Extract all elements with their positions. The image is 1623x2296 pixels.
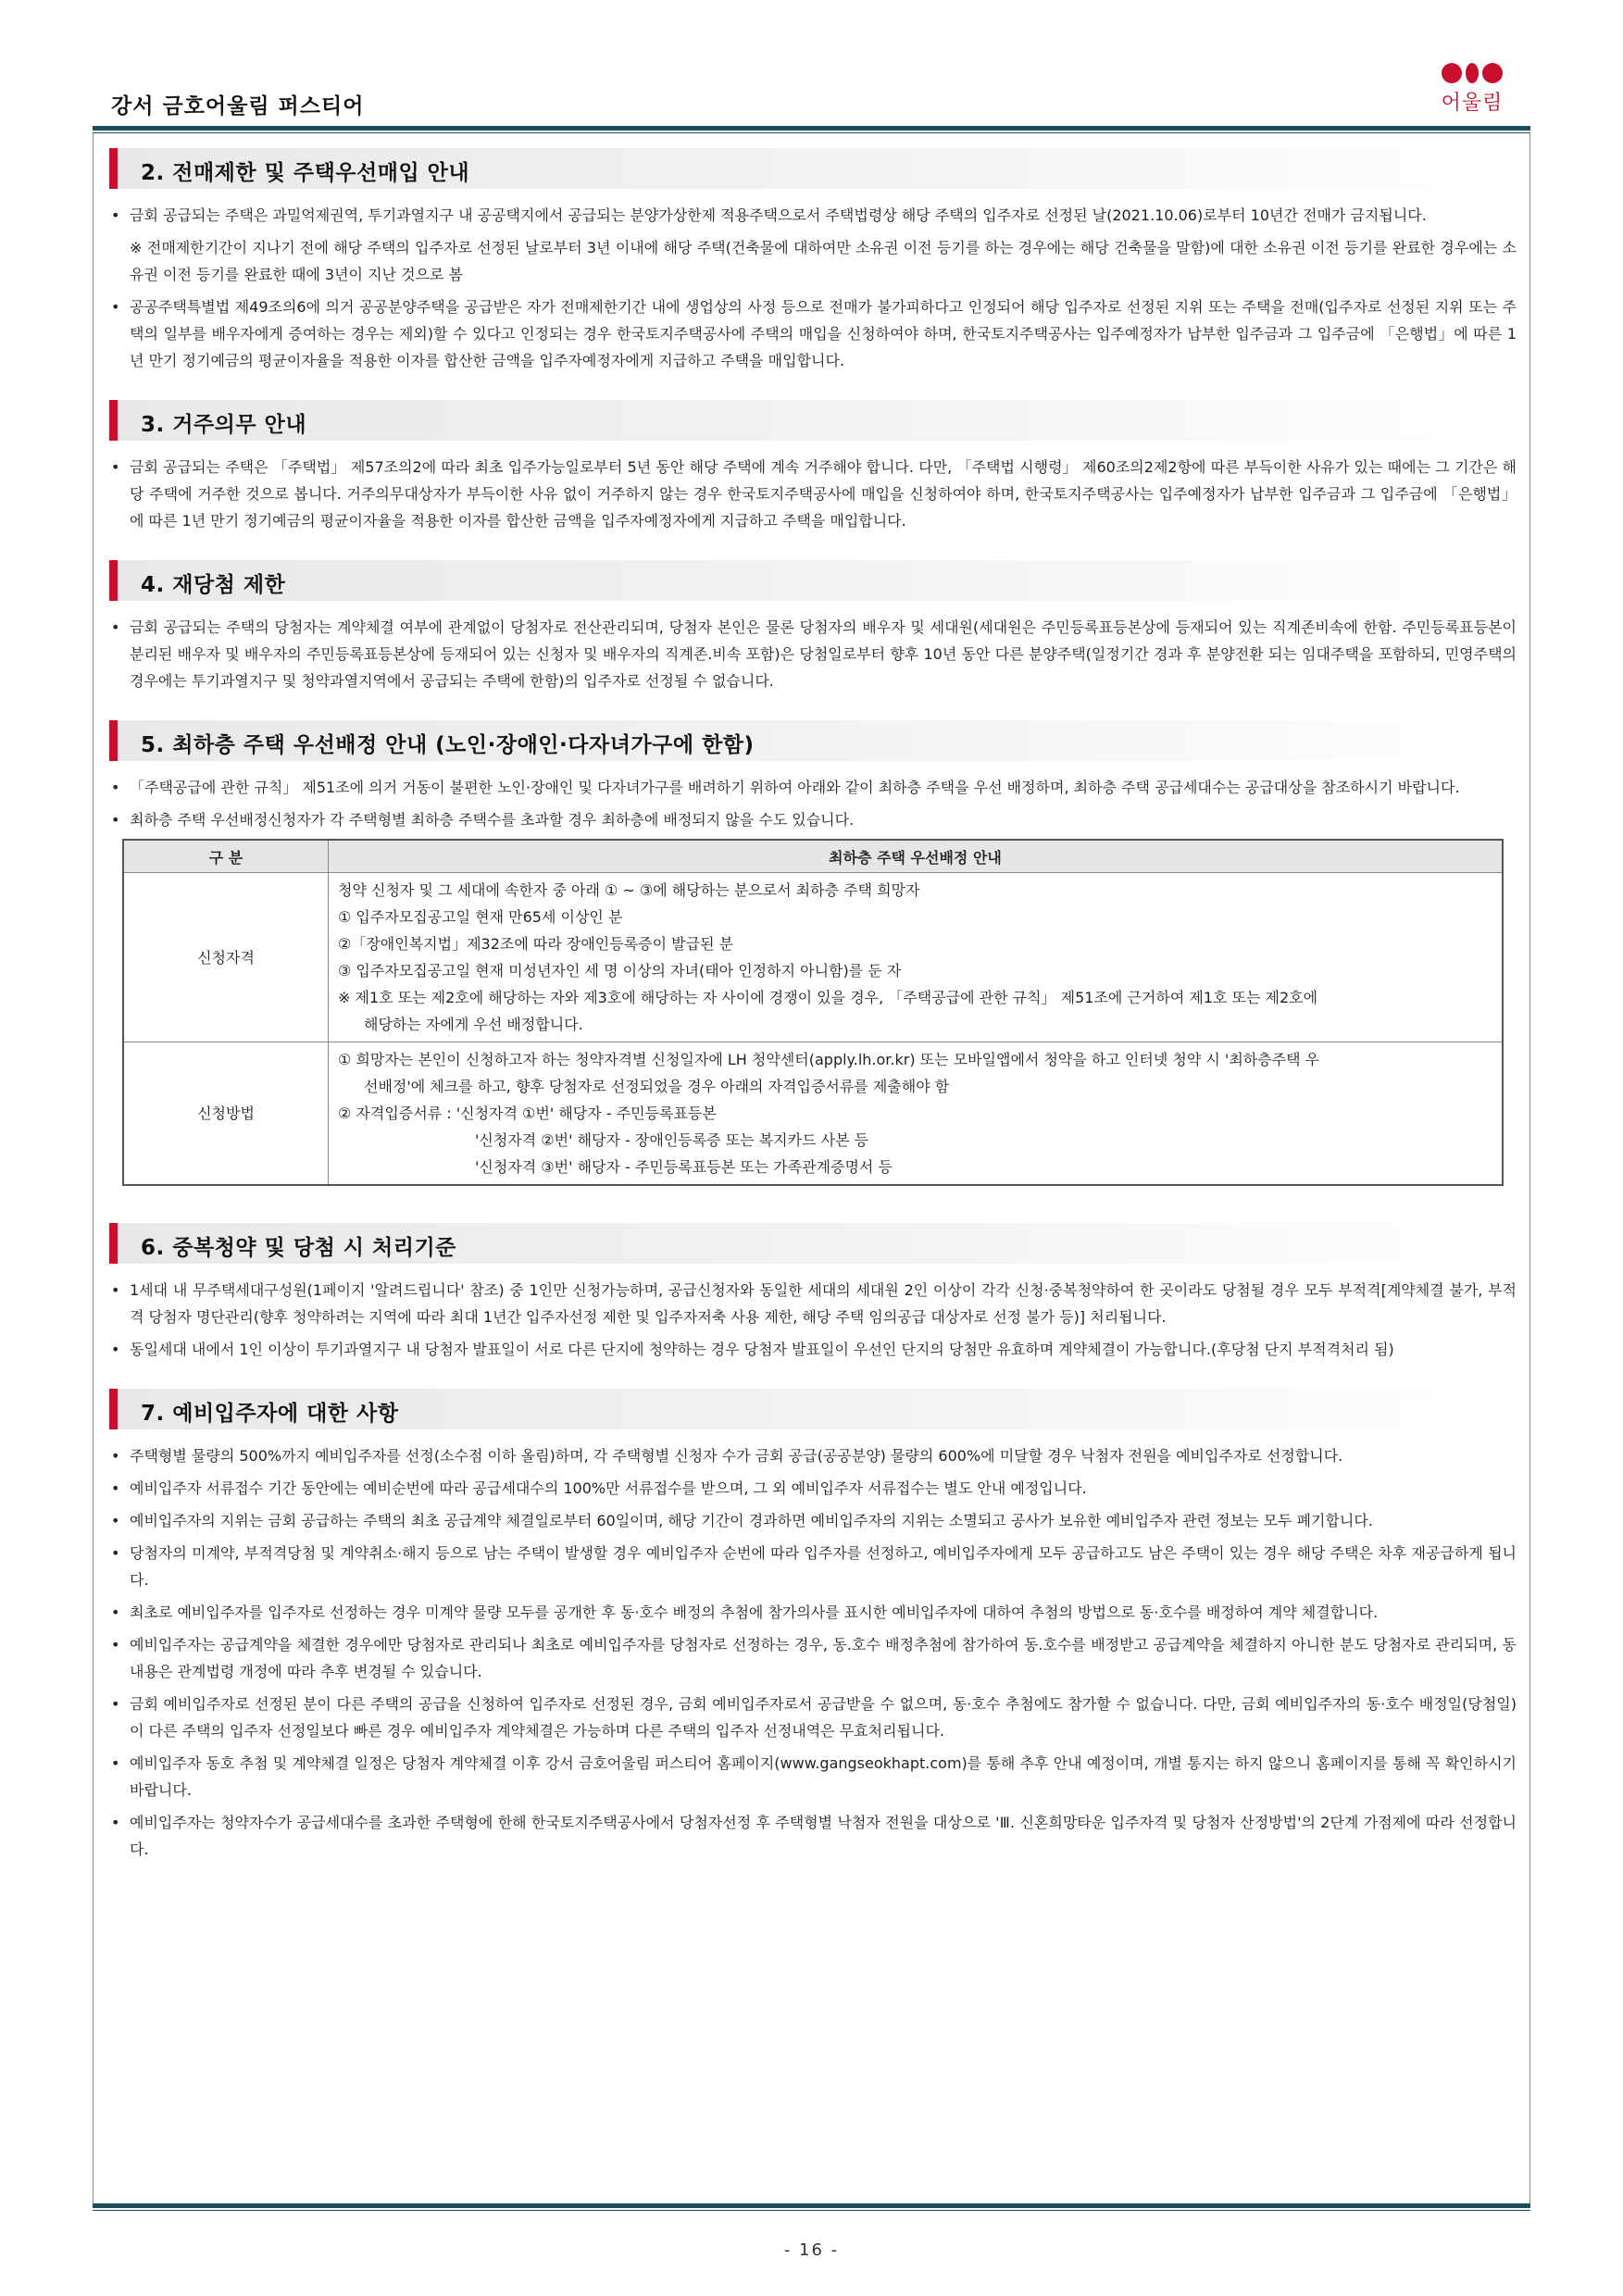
paragraph: • 당첨자의 미계약, 부적격당첨 및 계약취소·해지 등으로 남는 주택이 발생할 경우 예비입주자 순번에 따라 입주자를 선정하고, 예비입주자에게 모두 공급하고도 남은 주택이 있는 경우 해당 주택은 차후 재공급하게 됩니다.	[109, 1540, 1517, 1593]
table-header-cell: 구 분	[123, 840, 329, 873]
table-line: ②「장애인복지법」제32조에 따라 장애인등록증이 발급된 분	[338, 935, 734, 953]
paragraph: • 최초로 예비입주자를 입주자로 선정하는 경우 미계약 물량 모두를 공개한 후 동·호수 배정의 추첨에 참가의사를 표시한 예비입주자에 대하여 추첨의 방법으로 동·호수를 배정하여 계약 체결합니다.	[109, 1599, 1517, 1626]
section-heading-7	[109, 1389, 1517, 1429]
note: ※ 전매제한기간이 지나기 전에 해당 주택의 입주자로 선정된 날로부터 3년 이내에 해당 주택(건축물에 대하여만 소유권 이전 등기를 하는 경우에는 해당 건축물을 말함)에 대한 소유권 이전 등기를 완료한 경우에는 소유권 이전 등기를 완료한 때에 3년이 지난 것으로 봄	[130, 239, 1517, 283]
table-line: ※ 제1호 또는 제2호에 해당하는 자와 제3호에 해당하는 자 사이에 경쟁이 있을 경우, 「주택공급에 관한 규칙」 제51조에 근거하여 제1호 또는 제2호에	[338, 989, 1318, 1006]
table-header-row	[123, 840, 1503, 873]
table-line: ① 입주자모집공고일 현재 만65세 이상인 분	[338, 908, 623, 926]
logo-dots-icon	[1426, 63, 1518, 83]
priority-allocation-table	[122, 839, 1504, 1186]
table-line: ① 희망자는 본인이 신청하고자 하는 청약자격별 신청일자에 LH 청약센터(apply.lh.or.kr) 또는 모바일앱에서 청약을 하고 인터넷 청약 시 '최하층주택 우	[338, 1051, 1320, 1068]
paragraph: • 금회 공급되는 주택의 당첨자는 계약체결 여부에 관계없이 당첨자로 전산관리되며, 당첨자 본인은 물론 당첨자의 배우자 및 세대원(세대원은 주민등록표등본상에 등재되어 있는 직계존비속에 한함. 주민등록표등본이 분리된 배우자 및 배우자의 주민등록표등본상에 등재되어 있는 신청자 및 배우자의 직계존.비속 포함)은 당첨일로부터 향후 10년 동안 다른 분양주택(일정기간 경과 후 분양전환 되는 임대주택을 포함하되, 민영주택의 경우에는 투기과열지구 및 청약과열지역에서 공급되는 주택에 한함)의 입주자로 선정될 수 없습니다.	[109, 614, 1517, 694]
paragraph: • 최하층 주택 우선배정신청자가 각 주택형별 최하층 주택수를 초과할 경우 최하층에 배정되지 않을 수도 있습니다.	[109, 806, 1517, 833]
table-row	[123, 873, 1503, 1042]
section-title: 6. 중복청약 및 당첨 시 처리기준	[141, 1236, 456, 1260]
table-header-cell: 최하층 주택 우선배정 안내	[329, 840, 1504, 873]
paragraph: • 금회 공급되는 주택은 과밀억제권역, 투기과열지구 내 공공택지에서 공급되는 분양가상한제 적용주택으로서 주택법령상 해당 주택의 입주자로 선정된 날(2021.10.06)로부터 10년간 전매가 금지됩니다.	[109, 202, 1517, 229]
footer-rule	[93, 2203, 1530, 2208]
table-line: ③ 입주자모집공고일 현재 미성년자인 세 명 이상의 자녀(태아 인정하지 아니함)를 둔 자	[338, 962, 902, 980]
section-title: 3. 거주의무 안내	[141, 413, 307, 437]
table-line: '신청자격 ③번' 해당자 - 주민등록표등본 또는 가족관계증명서 등	[475, 1158, 893, 1176]
document-body	[109, 148, 1517, 1868]
paragraph: • 예비입주자는 청약자수가 공급세대수를 초과한 주택형에 한해 한국토지주택공사에서 당첨자선정 후 주택형별 낙첨자 전원을 대상으로 'Ⅲ. 신혼희망타운 입주자격 및 당첨자 산정방법'의 2단계 가점제에 따라 선정합니다.	[109, 1809, 1517, 1863]
paragraph: • 1세대 내 무주택세대구성원(1페이지 '알려드립니다' 참조) 중 1인만 신청가능하며, 공급신청자와 동일한 세대의 세대원 2인 이상이 각각 신청·중복청약하여 한 곳이라도 당첨될 경우 모두 부적격[계약체결 불가, 부적격 당첨자 명단관리(향후 청약하려는 지역에 따라 최대 1년간 입주자선정 제한 및 입주자저축 사용 제한, 해당 주택 임의공급 대상자로 선정 불가 등)] 처리됩니다.	[109, 1277, 1517, 1330]
section-marker	[109, 148, 118, 189]
page-number: - 16 -	[783, 2240, 840, 2260]
section-marker	[109, 720, 118, 761]
paragraph: • 동일세대 내에서 1인 이상이 투기과열지구 내 당첨자 발표일이 서로 다른 단지에 청약하는 경우 당첨자 발표일이 우선인 단지의 당첨만 유효하며 계약체결이 가능합니다.(후당첨 단지 부적격처리 됨)	[109, 1336, 1517, 1363]
document-title: 강서 금호어울림 퍼스티어	[111, 94, 365, 119]
table-line: 선배정'에 체크를 하고, 향후 당첨자로 선정되었을 경우 아래의 자격입증서류를 제출해야 함	[364, 1078, 950, 1095]
paragraph: • 예비입주자 서류접수 기간 동안에는 예비순번에 따라 공급세대수의 100%만 서류접수를 받으며, 그 외 예비입주자 서류접수는 별도 안내 예정입니다.	[109, 1475, 1517, 1502]
table-cell-label: 신청자격	[123, 873, 329, 1042]
paragraph: • 금회 예비입주자로 선정된 분이 다른 주택의 공급을 신청하여 입주자로 선정된 경우, 금회 예비입주자로서 공급받을 수 없으며, 동·호수 추첨에도 참가할 수 없습니다. 다만, 금회 예비입주자의 동·호수 배정일(당첨일)이 다른 주택의 입주자 선정일보다 빠른 경우 예비입주자 계약체결은 가능하며 다른 주택의 입주자 선정내역은 무효처리됩니다.	[109, 1691, 1517, 1744]
section-title: 2. 전매제한 및 주택우선매입 안내	[141, 161, 470, 185]
paragraph: • 주택형별 물량의 500%까지 예비입주자를 선정(소수점 이하 올림)하며, 각 주택형별 신청자 수가 금회 공급(공공분양) 물량의 600%에 미달할 경우 낙첨자 전원을 예비입주자로 선정합니다.	[109, 1442, 1517, 1469]
section-heading-2	[109, 148, 1517, 189]
section-marker	[109, 560, 118, 601]
section-heading-3	[109, 400, 1517, 441]
header-rule	[93, 126, 1530, 131]
paragraph: • 공공주택특별법 제49조의6에 의거 공공분양주택을 공급받은 자가 전매제한기간 내에 생업상의 사정 등으로 전매가 불가피하다고 인정되어 해당 입주자로 선정된 지위 또는 주택을 전매(입주자로 선정된 지위 또는 주택의 일부를 배우자에게 증여하는 경우는 제외)할 수 있다고 인정되는 경우 한국토지주택공사에 주택의 매입을 신청하여야 하며, 한국토지주택공사는 입주예정자가 납부한 입주금과 그 입주금에 「은행법」에 따른 1년 만기 정기예금의 평균이자율을 적용한 이자를 합산한 금액을 입주자예정자에게 지급하고 주택을 매입합니다.	[109, 293, 1517, 374]
section-marker	[109, 1223, 118, 1264]
table-line: ② 자격입증서류 : '신청자격 ①번' 해당자 - 주민등록표등본	[338, 1104, 717, 1122]
table-line: '신청자격 ②번' 해당자 - 장애인등록증 또는 복지카드 사본 등	[475, 1131, 869, 1149]
section-marker	[109, 400, 118, 441]
brand-logo	[1426, 63, 1518, 116]
footer-rule-thin	[93, 2210, 1530, 2211]
table-line: 해당하는 자에게 우선 배정합니다.	[364, 1016, 583, 1033]
logo-text: 어울림	[1441, 92, 1504, 115]
section-title: 4. 재당첨 제한	[141, 573, 286, 597]
section-heading-5	[109, 720, 1517, 761]
table-row	[123, 1042, 1503, 1186]
table-line: 청약 신청자 및 그 세대에 속한자 중 아래 ① ~ ③에 해당하는 분으로서 최하층 주택 희망자	[338, 881, 920, 899]
section-title: 7. 예비입주자에 대한 사항	[141, 1402, 399, 1426]
section-heading-6	[109, 1223, 1517, 1264]
paragraph: • 금회 공급되는 주택은 「주택법」 제57조의2에 따라 최초 입주가능일로부터 5년 동안 해당 주택에 계속 거주해야 합니다. 다만, 「주택법 시행령」 제60조의2제2항에 따른 부득이한 사유가 있는 때에는 그 기간은 해당 주택에 거주한 것으로 봅니다. 거주의무대상자가 부득이한 사유 없이 거주하지 않는 경우 한국토지주택공사에 매입을 신청하여야 하며, 한국토지주택공사는 입주예정자가 납부한 입주금과 그 입주금에 「은행법」에 따른 1년 만기 정기예금의 평균이자율을 적용한 이자를 합산한 금액을 입주자예정자에게 지급하고 주택을 매입합니다.	[109, 454, 1517, 534]
section-marker	[109, 1389, 118, 1429]
section-heading-4	[109, 560, 1517, 601]
table-cell-label: 신청방법	[123, 1042, 329, 1186]
paragraph: • 「주택공급에 관한 규칙」 제51조에 의거 거동이 불편한 노인·장애인 및 다자녀가구를 배려하기 위하여 아래와 같이 최하층 주택을 우선 배정하며, 최하층 주택 공급세대수는 공급대상을 참조하시기 바랍니다.	[109, 774, 1517, 801]
paragraph: • 예비입주자는 공급계약을 체결한 경우에만 당첨자로 관리되나 최초로 예비입주자를 당첨자로 선정하는 경우, 동.호수 배정추첨에 참가하여 동.호수를 배정받고 공급계약을 체결하지 아니한 분도 당첨자로 관리되며, 동 내용은 관계법령 개정에 따라 추후 변경될 수 있습니다.	[109, 1631, 1517, 1685]
table-cell	[329, 1042, 1504, 1186]
paragraph: • 예비입주자의 지위는 금회 공급하는 주택의 최초 공급계약 체결일로부터 60일이며, 해당 기간이 경과하면 예비입주자의 지위는 소멸되고 공사가 보유한 예비입주자 관련 정보는 모두 폐기합니다.	[109, 1507, 1517, 1534]
table-cell	[329, 873, 1504, 1042]
paragraph: • 예비입주자 동호 추첨 및 계약체결 일정은 당첨자 계약체결 이후 강서 금호어울림 퍼스티어 홈페이지(www.gangseokhapt.com)를 통해 추후 안내 예정이며, 개별 통지는 하지 않으니 홈페이지를 통해 꼭 확인하시기 바랍니다.	[109, 1750, 1517, 1803]
section-title: 5. 최하층 주택 우선배정 안내 (노인·장애인·다자녀가구에 한함)	[141, 733, 755, 757]
